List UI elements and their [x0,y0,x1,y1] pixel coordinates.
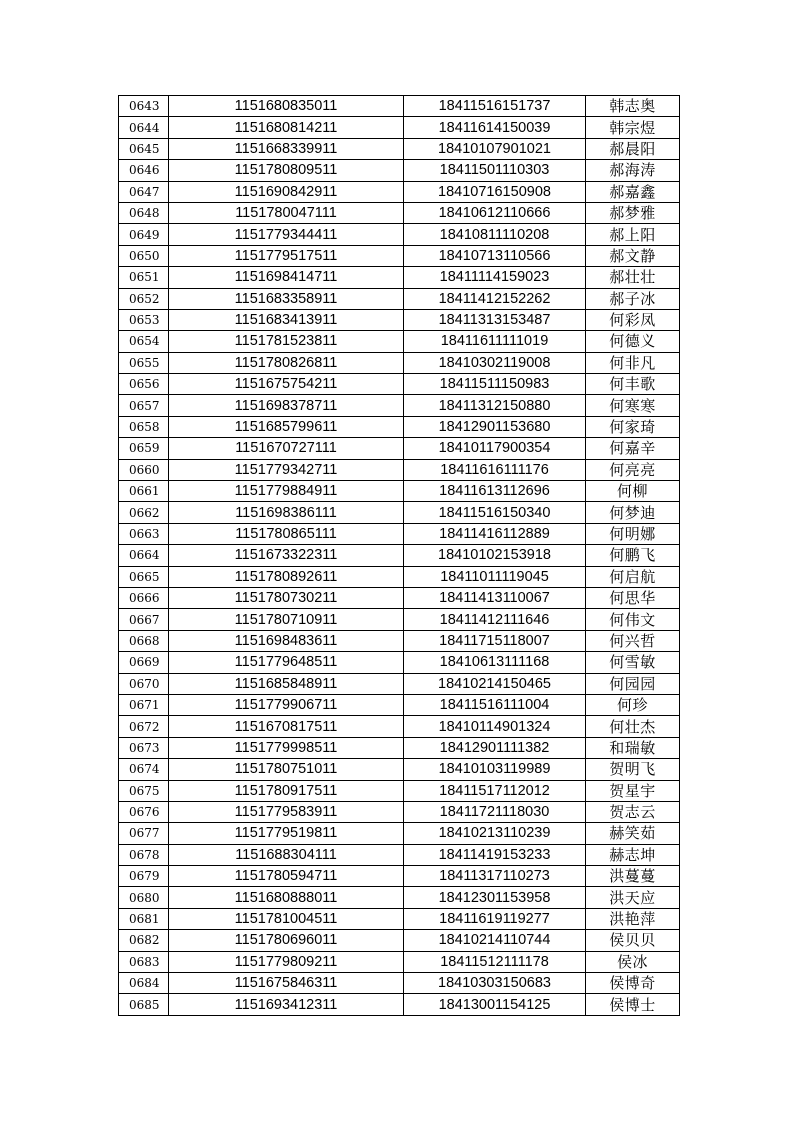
row-number: 0668 [119,630,169,651]
table-row [119,267,680,288]
id-number: 1151780730211 [169,587,404,608]
table-row [119,117,680,138]
row-number: 0677 [119,823,169,844]
table-row [119,780,680,801]
exam-number: 18410214110744 [404,930,586,951]
id-number: 1151698414711 [169,267,404,288]
roster-body [119,96,680,1016]
id-number: 1151688304111 [169,844,404,865]
exam-number: 18411715118007 [404,630,586,651]
id-number: 1151698386111 [169,502,404,523]
id-number: 1151698483611 [169,630,404,651]
exam-number: 18411501110303 [404,160,586,181]
id-number: 1151780917511 [169,780,404,801]
table-row [119,395,680,416]
exam-number: 18411616111176 [404,459,586,480]
person-name: 赫笑茹 [586,823,680,844]
table-row [119,309,680,330]
person-name: 何非凡 [586,352,680,373]
exam-number: 18410303150683 [404,973,586,994]
exam-number: 18411512111178 [404,951,586,972]
person-name: 何启航 [586,566,680,587]
table-row [119,908,680,929]
exam-number: 18410213110239 [404,823,586,844]
row-number: 0656 [119,374,169,395]
table-row [119,930,680,951]
table-row [119,673,680,694]
table-row [119,973,680,994]
table-row [119,545,680,566]
id-number: 1151780892611 [169,566,404,587]
table-row [119,694,680,715]
exam-number: 18411613112696 [404,481,586,502]
row-number: 0673 [119,737,169,758]
exam-number: 18413001154125 [404,994,586,1015]
id-number: 1151675754211 [169,374,404,395]
person-name: 洪天应 [586,887,680,908]
exam-number: 18411011119045 [404,566,586,587]
person-name: 何明娜 [586,523,680,544]
person-name: 何嘉辛 [586,438,680,459]
table-row [119,438,680,459]
table-row [119,138,680,159]
row-number: 0669 [119,652,169,673]
person-name: 郝晨阳 [586,138,680,159]
exam-number: 18411416112889 [404,523,586,544]
person-name: 郝壮壮 [586,267,680,288]
exam-number: 18410107901021 [404,138,586,159]
id-number: 1151675846311 [169,973,404,994]
id-number: 1151780865111 [169,523,404,544]
table-row [119,844,680,865]
person-name: 何柳 [586,481,680,502]
id-number: 1151780696011 [169,930,404,951]
exam-number: 18411313153487 [404,309,586,330]
person-name: 郝文静 [586,245,680,266]
table-row [119,866,680,887]
exam-number: 18411114159023 [404,267,586,288]
table-row [119,481,680,502]
exam-number: 18411516151737 [404,96,586,117]
person-name: 侯博士 [586,994,680,1015]
exam-number: 18411317110273 [404,866,586,887]
id-number: 1151683358911 [169,288,404,309]
row-number: 0647 [119,181,169,202]
person-name: 侯贝贝 [586,930,680,951]
id-number: 1151780710911 [169,609,404,630]
id-number: 1151780047111 [169,202,404,223]
exam-number: 18410811110208 [404,224,586,245]
table-row [119,887,680,908]
row-number: 0653 [119,309,169,330]
id-number: 1151779809211 [169,951,404,972]
person-name: 郝海涛 [586,160,680,181]
row-number: 0658 [119,416,169,437]
id-number: 1151685799611 [169,416,404,437]
table-row [119,566,680,587]
exam-number: 18411516150340 [404,502,586,523]
person-name: 何园园 [586,673,680,694]
row-number: 0648 [119,202,169,223]
table-row [119,652,680,673]
row-number: 0675 [119,780,169,801]
person-name: 贺志云 [586,801,680,822]
row-number: 0676 [119,801,169,822]
row-number: 0661 [119,481,169,502]
exam-number: 18410114901324 [404,716,586,737]
exam-number: 18411413110067 [404,587,586,608]
row-number: 0651 [119,267,169,288]
id-number: 1151670727111 [169,438,404,459]
id-number: 1151779906711 [169,694,404,715]
row-number: 0680 [119,887,169,908]
row-number: 0662 [119,502,169,523]
id-number: 1151780809511 [169,160,404,181]
table-row [119,181,680,202]
table-row [119,374,680,395]
row-number: 0667 [119,609,169,630]
table-row [119,823,680,844]
person-name: 何寒寒 [586,395,680,416]
exam-number: 18410713110566 [404,245,586,266]
table-row [119,245,680,266]
person-name: 何鹏飞 [586,545,680,566]
row-number: 0644 [119,117,169,138]
exam-number: 18410613111168 [404,652,586,673]
id-number: 1151779648511 [169,652,404,673]
exam-number: 18410612110666 [404,202,586,223]
id-number: 1151779344411 [169,224,404,245]
person-name: 何壮杰 [586,716,680,737]
exam-number: 18411312150880 [404,395,586,416]
row-number: 0643 [119,96,169,117]
person-name: 郝嘉鑫 [586,181,680,202]
id-number: 1151780826811 [169,352,404,373]
id-number: 1151690842911 [169,181,404,202]
person-name: 何伟文 [586,609,680,630]
person-name: 何雪敏 [586,652,680,673]
table-row [119,416,680,437]
person-name: 郝梦雅 [586,202,680,223]
row-number: 0649 [119,224,169,245]
person-name: 韩志奥 [586,96,680,117]
person-name: 韩宗煜 [586,117,680,138]
exam-number: 18411419153233 [404,844,586,865]
row-number: 0664 [119,545,169,566]
row-number: 0683 [119,951,169,972]
id-number: 1151779517511 [169,245,404,266]
row-number: 0672 [119,716,169,737]
exam-number: 18412301153958 [404,887,586,908]
exam-number: 18410716150908 [404,181,586,202]
person-name: 洪蔓蔓 [586,866,680,887]
exam-number: 18411619119277 [404,908,586,929]
row-number: 0666 [119,587,169,608]
id-number: 1151685848911 [169,673,404,694]
exam-number: 18411614150039 [404,117,586,138]
id-number: 1151680835011 [169,96,404,117]
id-number: 1151779998511 [169,737,404,758]
row-number: 0659 [119,438,169,459]
person-name: 何思华 [586,587,680,608]
row-number: 0679 [119,866,169,887]
id-number: 1151781004511 [169,908,404,929]
row-number: 0660 [119,459,169,480]
table-row [119,523,680,544]
person-name: 洪艳萍 [586,908,680,929]
person-name: 何家琦 [586,416,680,437]
row-number: 0674 [119,759,169,780]
id-number: 1151680888011 [169,887,404,908]
row-number: 0657 [119,395,169,416]
exam-number: 18411516111004 [404,694,586,715]
exam-number: 18412901153680 [404,416,586,437]
exam-number: 18411412111646 [404,609,586,630]
row-number: 0685 [119,994,169,1015]
exam-number: 18411412152262 [404,288,586,309]
id-number: 1151779884911 [169,481,404,502]
id-number: 1151779519811 [169,823,404,844]
exam-number: 18411721118030 [404,801,586,822]
roster-table [118,95,680,1016]
id-number: 1151779342711 [169,459,404,480]
row-number: 0681 [119,908,169,929]
person-name: 郝子冰 [586,288,680,309]
row-number: 0652 [119,288,169,309]
table-row [119,737,680,758]
person-name: 贺星宇 [586,780,680,801]
person-name: 何珍 [586,694,680,715]
exam-number: 18410117900354 [404,438,586,459]
row-number: 0650 [119,245,169,266]
person-name: 侯冰 [586,951,680,972]
person-name: 和瑞敏 [586,737,680,758]
table-row [119,587,680,608]
row-number: 0663 [119,523,169,544]
table-row [119,609,680,630]
id-number: 1151693412311 [169,994,404,1015]
person-name: 何梦迪 [586,502,680,523]
table-row [119,994,680,1015]
table-row [119,951,680,972]
row-number: 0678 [119,844,169,865]
person-name: 侯博奇 [586,973,680,994]
id-number: 1151683413911 [169,309,404,330]
row-number: 0646 [119,160,169,181]
table-row [119,288,680,309]
exam-number: 18410103119989 [404,759,586,780]
person-name: 郝上阳 [586,224,680,245]
exam-number: 18412901111382 [404,737,586,758]
id-number: 1151779583911 [169,801,404,822]
id-number: 1151673322311 [169,545,404,566]
id-number: 1151698378711 [169,395,404,416]
person-name: 何德义 [586,331,680,352]
table-row [119,160,680,181]
id-number: 1151670817511 [169,716,404,737]
table-row [119,801,680,822]
exam-number: 18411517112012 [404,780,586,801]
row-number: 0684 [119,973,169,994]
person-name: 赫志坤 [586,844,680,865]
exam-number: 18411511150983 [404,374,586,395]
row-number: 0670 [119,673,169,694]
table-row [119,630,680,651]
table-row [119,202,680,223]
person-name: 何彩凤 [586,309,680,330]
person-name: 何兴哲 [586,630,680,651]
table-row [119,716,680,737]
exam-number: 18410214150465 [404,673,586,694]
id-number: 1151781523811 [169,331,404,352]
person-name: 何亮亮 [586,459,680,480]
table-row [119,502,680,523]
person-name: 贺明飞 [586,759,680,780]
row-number: 0655 [119,352,169,373]
row-number: 0665 [119,566,169,587]
table-row [119,459,680,480]
row-number: 0645 [119,138,169,159]
table-row [119,331,680,352]
table-row [119,759,680,780]
exam-number: 18411611111019 [404,331,586,352]
table-row [119,224,680,245]
row-number: 0654 [119,331,169,352]
table-row [119,352,680,373]
row-number: 0682 [119,930,169,951]
id-number: 1151668339911 [169,138,404,159]
exam-number: 18410102153918 [404,545,586,566]
id-number: 1151780751011 [169,759,404,780]
table-row [119,96,680,117]
exam-number: 18410302119008 [404,352,586,373]
row-number: 0671 [119,694,169,715]
person-name: 何丰歌 [586,374,680,395]
id-number: 1151780594711 [169,866,404,887]
id-number: 1151680814211 [169,117,404,138]
